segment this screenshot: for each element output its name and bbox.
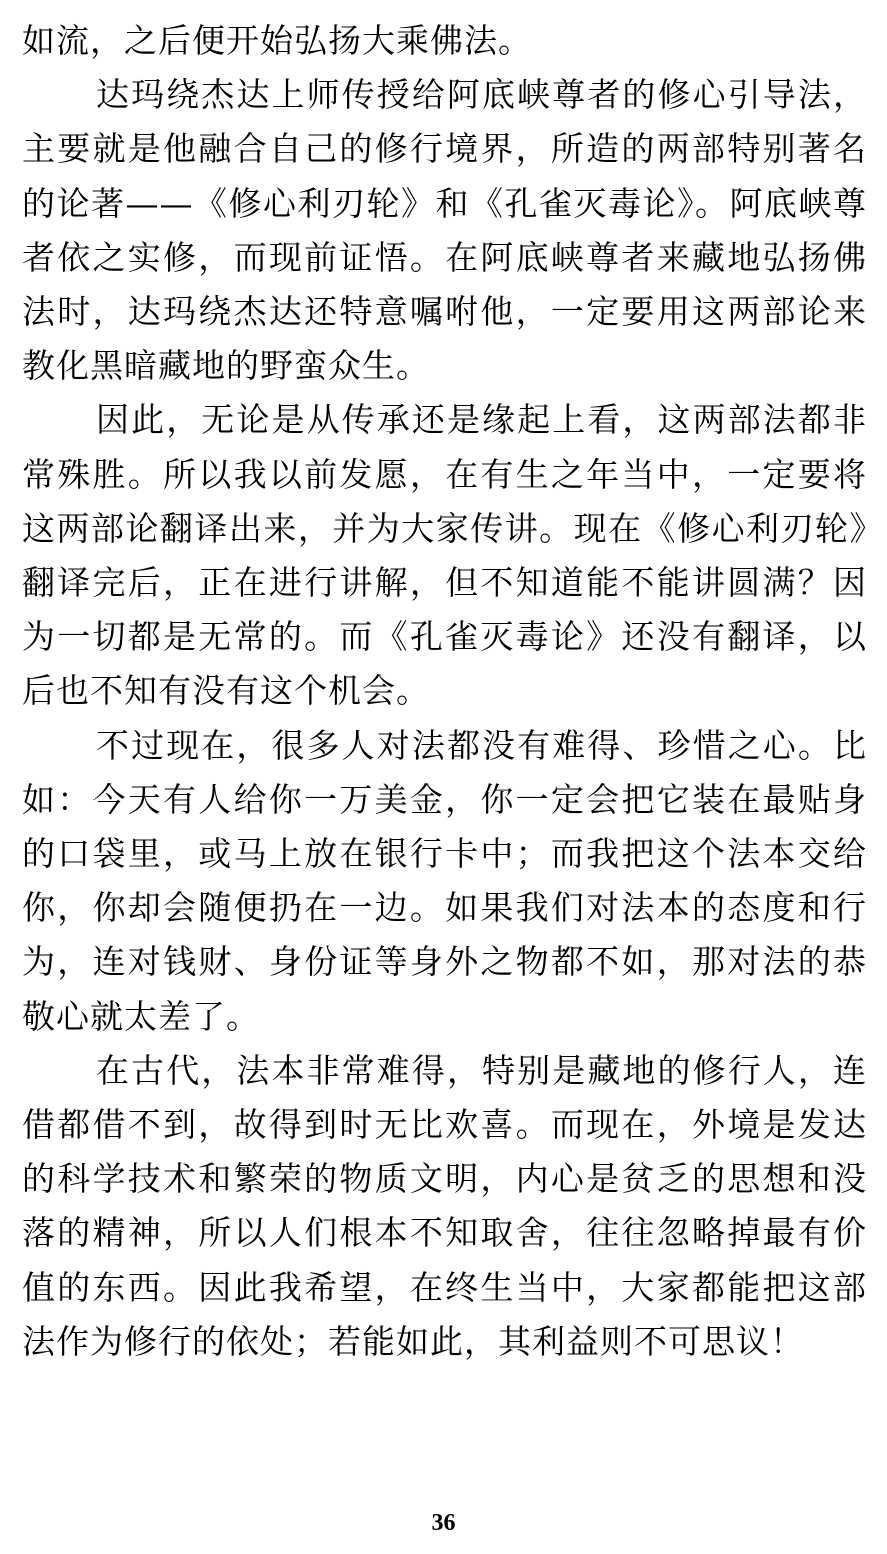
- paragraph-5: 在古代，法本非常难得，特别是藏地的修行人，连借都借不到，故得到时无比欢喜。而现在，外境是发达的科学技术和繁荣的物质文明，内心是贫乏的思想和没落的精神，所以人们根本不知取舍，往往忽略掉最有价值的东西。因此我希望，在终生当中，大家都能把这部法作为修行的依处；若能如此，其利益则不可思议！: [22, 1050, 867, 1361]
- page-body: [22, 14, 867, 1369]
- paragraph-4: 不过现在，很多人对法都没有难得、珍惜之心。比如：今天有人给你一万美金，你一定会把它装在最贴身的口袋里，或马上放在银行卡中；而我把这个法本交给你，你却会随便扔在一边。如果我们对法本的态度和行为，连对钱财、身份证等身外之物都不如，那对法的恭敬心就太差了。: [22, 725, 867, 1036]
- paragraph-2: 达玛绕杰达上师传授给阿底峡尊者的修心引导法，主要就是他融合自己的修行境界，所造的两部特别著名的论著——《修心利刃轮》和《孔雀灭毒论》。阿底峡尊者依之实修，而现前证悟。在阿底峡尊者来藏地弘扬佛法时，达玛绕杰达还特意嘱咐他，一定要用这两部论来教化黑暗藏地的野蛮众生。: [22, 75, 867, 386]
- paragraph-1: 如流，之后便开始弘扬大乘佛法。: [22, 21, 532, 60]
- page-number: 36: [431, 1510, 456, 1536]
- paragraph-3: 因此，无论是从传承还是缘起上看，这两部法都非常殊胜。所以我以前发愿，在有生之年当中，一定要将这两部论翻译出来，并为大家传讲。现在《修心利刃轮》翻译完后，正在进行讲解，但不知道能不能讲圆满？因为一切都是无常的。而《孔雀灭毒论》还没有翻译，以后也不知有没有这个机会。: [22, 400, 867, 711]
